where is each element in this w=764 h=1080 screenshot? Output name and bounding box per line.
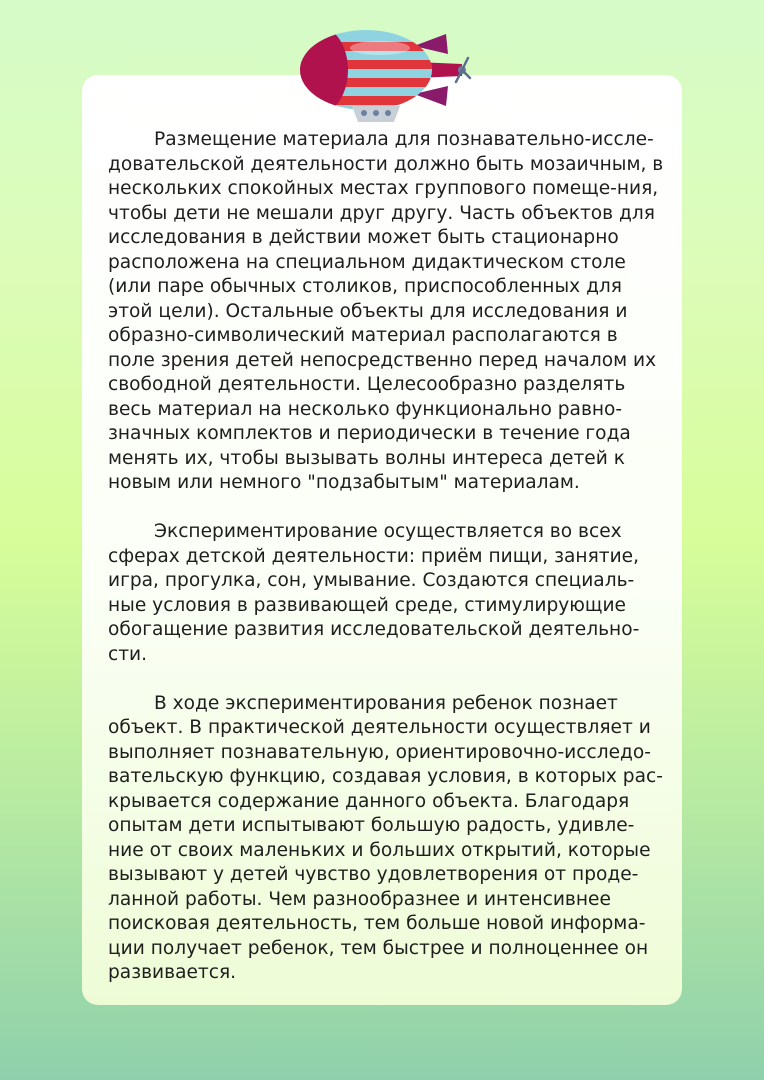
paragraph-2: Экспериментирование осуществляется во всех сферах детской деятельности: приём пищи, занятие, игра, прогулка, сон, умывание. Создаются специаль-ные условия в развивающей среде, стимулирующие обогащение развития исследовательской деятельно-сти. (108, 521, 640, 665)
airship-icon (296, 24, 472, 128)
paragraph-1: Размещение материала для познавательно-иссле-довательской деятельности должно быть мозаичным, в нескольких спокойных местах группового помеще-ния, чтобы дети не мешали друг другу. Часть объектов для исследования в действии может быть стационарно расположена на специальном дидактическом столе (или паре обычных столиков, приспособленных для этой цели). Остальные объекты для исследования и образно-символический материал располагаются в поле зрения детей непосредственно перед началом их свободной деятельности. Целесообразно разделять весь материал на несколько функционально равно-значных комплектов и периодически в течение года менять их, чтобы вызывать волны интереса детей к новым или немного "подзабытым" материалам. (108, 129, 664, 493)
paragraph-3: В ходе экспериментирования ребенок познает объект. В практической деятельности осуществляет и выполняет познавательную, ориентировочно-исследо-вательскую функцию, создавая условия, в которых рас-крывается содержание данного объекта. Благодаря опытам дети испытывают большую радость, удивле-ние от своих маленьких и больших открытий, которые вызывают у детей чувство удовлетворения от проде-ланной работы. Чем разнообразнее и интенсивнее поисковая деятельность, тем больше новой информа-ции получает ребенок, тем быстрее и полноценнее он развивается. (108, 692, 663, 983)
document-text (108, 128, 668, 986)
